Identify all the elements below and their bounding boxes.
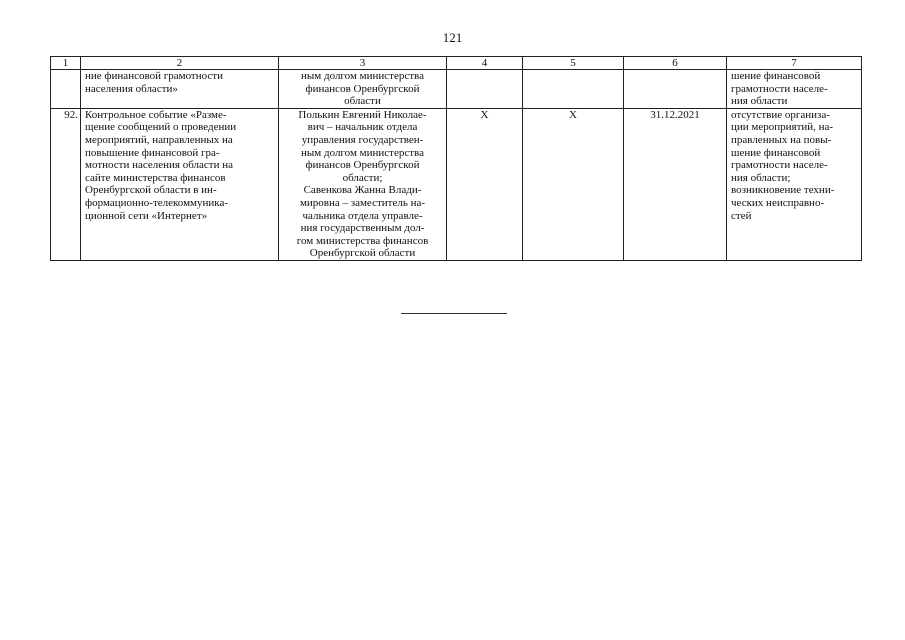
event-cell: Контрольное событие «Разме- щение сообщений о проведении мероприятий, направленных на повышение финансовой гра- мотности населения области на сайте министерства финансов Оренбургской области в ин- формационно-телекоммуника- ционной сети «Интернет» [81,108,279,260]
table-row [51,70,862,109]
risks-cell: шение финансовой грамотности населе- ния области [727,70,862,109]
col4-cell [447,70,523,109]
col5-cell: Х [523,108,624,260]
header-col-5: 5 [523,57,624,70]
header-col-1: 1 [51,57,81,70]
header-col-7: 7 [727,57,862,70]
risks-cell: отсутствие организа- ции мероприятий, на- правленных на повы- шение финансовой грамотности населе- ния области; возникновение техни- ческих неисправно- стей [727,108,862,260]
header-col-2: 2 [81,57,279,70]
responsible-cell: ным долгом министерства финансов Оренбургской области [279,70,447,109]
col5-cell [523,70,624,109]
row-number-cell [51,70,81,109]
header-col-4: 4 [447,57,523,70]
closing-rule [401,313,507,314]
row-number-cell: 92. [51,108,81,260]
table-row [51,108,862,260]
date-cell: 31.12.2021 [624,108,727,260]
plan-table [50,56,862,261]
header-row [51,57,862,70]
responsible-cell: Полькин Евгений Николае- вич – начальник отдела управления государствен- ным долгом министерства финансов Оренбургской области; Савенкова Жанна Влади- мировна – заместитель на- чальника отдела управле- ния государственным дол- гом министерства финансов Оренбургской области [279,108,447,260]
header-col-3: 3 [279,57,447,70]
date-cell [624,70,727,109]
event-cell: ние финансовой грамотности населения области» [81,70,279,109]
col4-cell: Х [447,108,523,260]
page-number: 121 [442,30,463,45]
header-col-6: 6 [624,57,727,70]
